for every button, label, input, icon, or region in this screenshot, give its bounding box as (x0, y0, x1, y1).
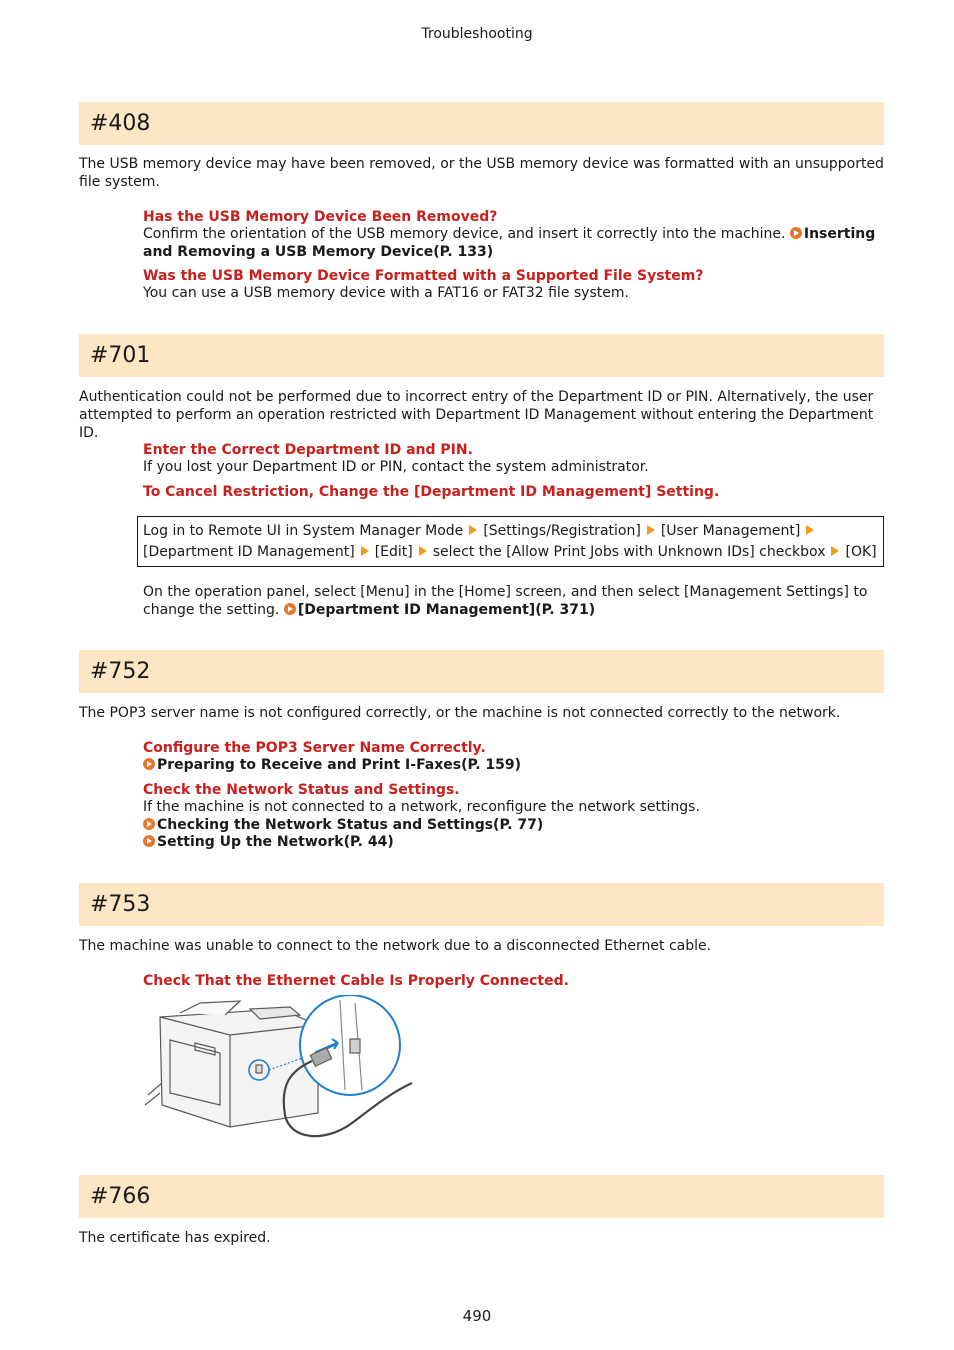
section-766-heading: #766 (79, 1175, 884, 1218)
section-408-item1-text: Confirm the orientation of the USB memory device, and insert it correctly into the machine. (143, 226, 786, 242)
link-usb-memory[interactable]: Inserting and Removing a USB Memory Device(P. 133) (143, 226, 876, 260)
step-settings-registration: [Settings/Registration] (483, 523, 641, 539)
section-766-description: The certificate has expired. (79, 1230, 271, 1246)
section-753-description: The machine was unable to connect to the network due to a disconnected Ethernet cable. (79, 938, 712, 954)
section-752-item1-link-row (143, 756, 885, 774)
link-arrow-icon (790, 227, 802, 239)
link-setting-up-network[interactable]: Setting Up the Network(P. 44) (157, 834, 394, 850)
step-edit: [Edit] (374, 544, 413, 560)
step-login: Log in to Remote UI in System Manager Mode (143, 523, 464, 539)
link-arrow-icon (284, 603, 296, 615)
section-408-item1-heading: Has the USB Memory Device Been Removed? (143, 209, 498, 225)
section-752-item2-link2-row (143, 833, 885, 851)
link-arrow-icon (143, 835, 155, 847)
link-preparing-i-faxes[interactable]: Preparing to Receive and Print I-Faxes(P. 159) (157, 757, 522, 773)
step-arrow-icon (831, 546, 839, 556)
section-701-item2-text: On the operation panel, select [Menu] in the [Home] screen, and then select [Management Settings] to change the setting. (143, 584, 868, 618)
section-753-heading: #753 (79, 883, 884, 926)
section-408-item2-text: You can use a USB memory device with a FAT16 or FAT32 file system. (143, 285, 629, 301)
link-arrow-icon (143, 758, 155, 770)
section-408-item1-body (143, 225, 885, 261)
page-number: 490 (462, 1307, 492, 1325)
section-753-item1-heading: Check That the Ethernet Cable Is Properly Connected. (143, 973, 569, 989)
section-408-description: The USB memory device may have been removed, or the USB memory device was formatted with an unsupported file system. (79, 156, 884, 190)
ethernet-cable-illustration (140, 995, 415, 1145)
link-checking-network-status[interactable]: Checking the Network Status and Settings(P. 77) (157, 817, 544, 833)
section-752-item2-link1-row (143, 816, 885, 834)
step-arrow-icon (806, 525, 814, 535)
step-arrow-icon (647, 525, 655, 535)
running-header: Troubleshooting (421, 26, 533, 42)
procedure-box (137, 516, 884, 567)
section-701-description: Authentication could not be performed due to incorrect entry of the Department ID or PIN. Alternatively, the user attempted to perform an operation restricted with Department ID Management without entering the Department ID. (79, 389, 874, 441)
link-arrow-icon (143, 818, 155, 830)
section-701-item2-body (143, 583, 885, 619)
section-701-item2-heading: To Cancel Restriction, Change the [Department ID Management] Setting. (143, 484, 720, 500)
section-752-heading: #752 (79, 650, 884, 693)
section-701-item1-text: If you lost your Department ID or PIN, contact the system administrator. (143, 459, 649, 475)
step-select-checkbox: select the [Allow Print Jobs with Unknown IDs] checkbox (432, 544, 826, 560)
section-408-heading: #408 (79, 102, 884, 145)
step-arrow-icon (419, 546, 427, 556)
section-701-item1-heading: Enter the Correct Department ID and PIN. (143, 442, 473, 458)
section-752-description: The POP3 server name is not configured correctly, or the machine is not connected correctly to the network. (79, 705, 841, 721)
section-752-item2-heading: Check the Network Status and Settings. (143, 782, 460, 798)
step-ok: [OK] (845, 544, 877, 560)
step-arrow-icon (361, 546, 369, 556)
step-user-management: [User Management] (660, 523, 801, 539)
step-arrow-icon (469, 525, 477, 535)
section-752-item2-text: If the machine is not connected to a network, reconfigure the network settings. (143, 799, 700, 815)
step-department-id-management: [Department ID Management] (143, 544, 355, 560)
link-department-id-management[interactable]: [Department ID Management](P. 371) (297, 602, 596, 618)
section-701-heading: #701 (79, 334, 884, 377)
section-408-item2-heading: Was the USB Memory Device Formatted with a Supported File System? (143, 268, 704, 284)
section-752-item1-heading: Configure the POP3 Server Name Correctly. (143, 740, 486, 756)
